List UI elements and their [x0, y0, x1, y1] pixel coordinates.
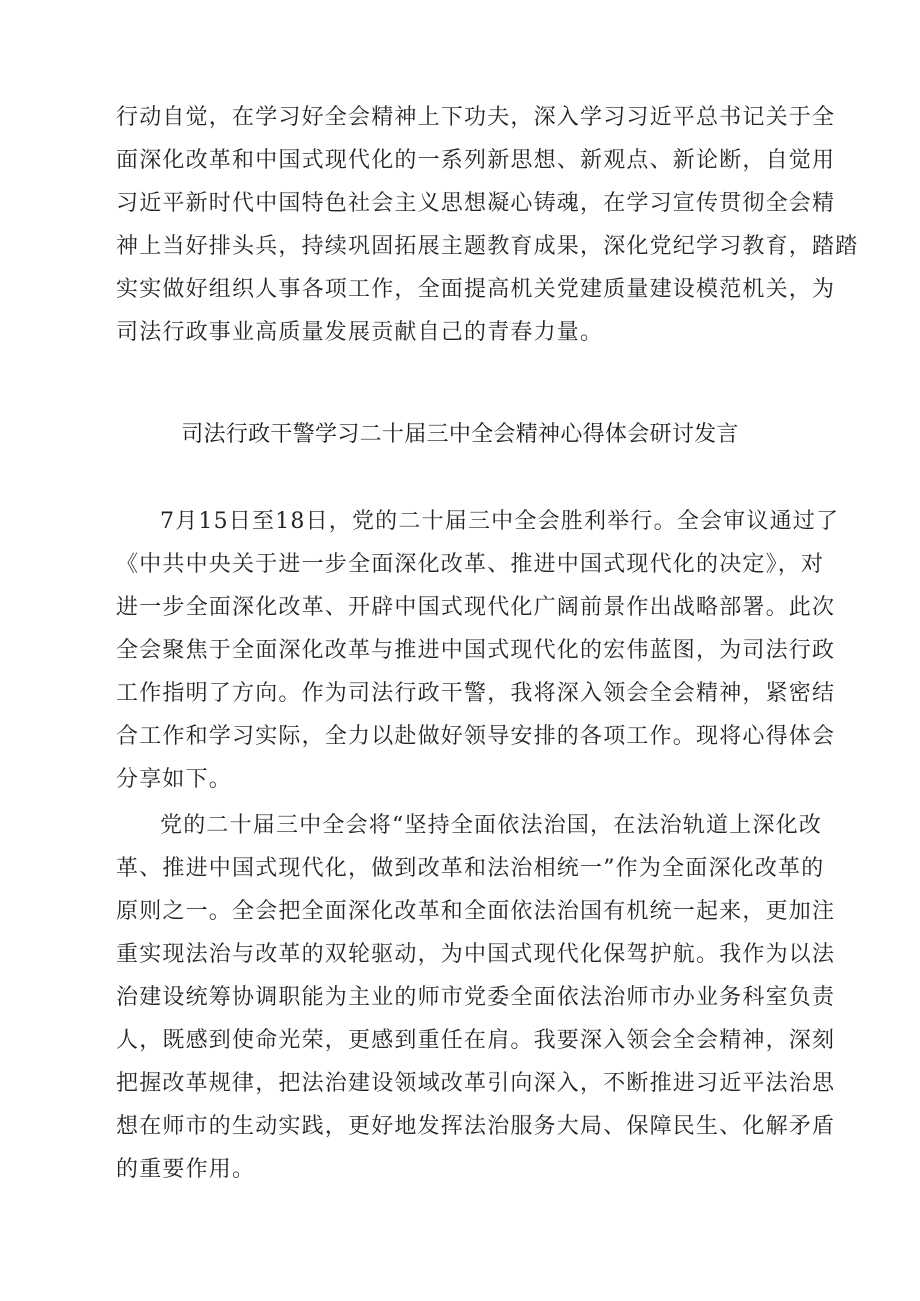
- text-line: 分享如下。: [116, 767, 233, 792]
- text-line: 原则之一。全会把全面深化改革和全面依法治国有机统一起来，更加注: [116, 899, 836, 924]
- text-line: 7月15日至18日，党的二十届三中全会胜利举行。全会审议通过了: [160, 509, 840, 534]
- text-line: 人，既感到使命光荣，更感到重任在肩。我要深入领会全会精神，深刻: [116, 1028, 836, 1053]
- text-line: 习近平新时代中国特色社会主义思想凝心铸魂，在学习宣传贯彻全会精: [116, 191, 836, 216]
- text-line: 把握改革规律，把法治建设领域改革引向深入，不断推进习近平法治思: [116, 1071, 836, 1096]
- text-line: 神上当好排头兵，持续巩固拓展主题教育成果，深化党纪学习教育，踏踏: [116, 234, 859, 259]
- text-line: 进一步全面深化改革、开辟中国式现代化广阔前景作出战略部署。此次: [116, 595, 836, 620]
- text-line: 重实现法治与改革的双轮驱动，为中国式现代化保驾护航。我作为以法: [116, 942, 836, 967]
- text-line: 行动自觉，在学习好全会精神上下功夫，深入学习习近平总书记关于全: [116, 105, 836, 130]
- text-line: 的重要作用。: [116, 1157, 256, 1182]
- text-line: 工作指明了方向。作为司法行政干警，我将深入领会全会精神，紧密结: [116, 681, 836, 706]
- text-line: 想在师市的生动实践，更好地发挥法治服务大局、保障民生、化解矛盾: [116, 1114, 836, 1139]
- article-title: 司法行政干警学习二十届三中全会精神心得体会研讨发言: [181, 422, 739, 447]
- text-line: 《中共中央关于进一步全面深化改革、推进中国式现代化的决定》，对: [116, 552, 825, 577]
- text-line: 面深化改革和中国式现代化的一系列新思想、新观点、新论断，自觉用: [116, 148, 836, 173]
- text-line: 党的二十届三中全会将“坚持全面依法治国，在法治轨道上深化改: [160, 813, 823, 838]
- text-line: 革、推进中国式现代化，做到改革和法治相统一”作为全面深化改革的: [116, 856, 825, 881]
- text-line: 司法行政事业高质量发展贡献自己的青春力量。: [116, 320, 604, 345]
- text-line: 全会聚焦于全面深化改革与推进中国式现代化的宏伟蓝图，为司法行政: [116, 638, 836, 663]
- text-line: 合工作和学习实际，全力以赴做好领导安排的各项工作。现将心得体会: [116, 724, 836, 749]
- text-line: 实实做好组织人事各项工作，全面提高机关党建质量建设模范机关，为: [116, 277, 836, 302]
- text-line: 治建设统筹协调职能为主业的师市党委全面依法治师市办业务科室负责: [116, 985, 836, 1010]
